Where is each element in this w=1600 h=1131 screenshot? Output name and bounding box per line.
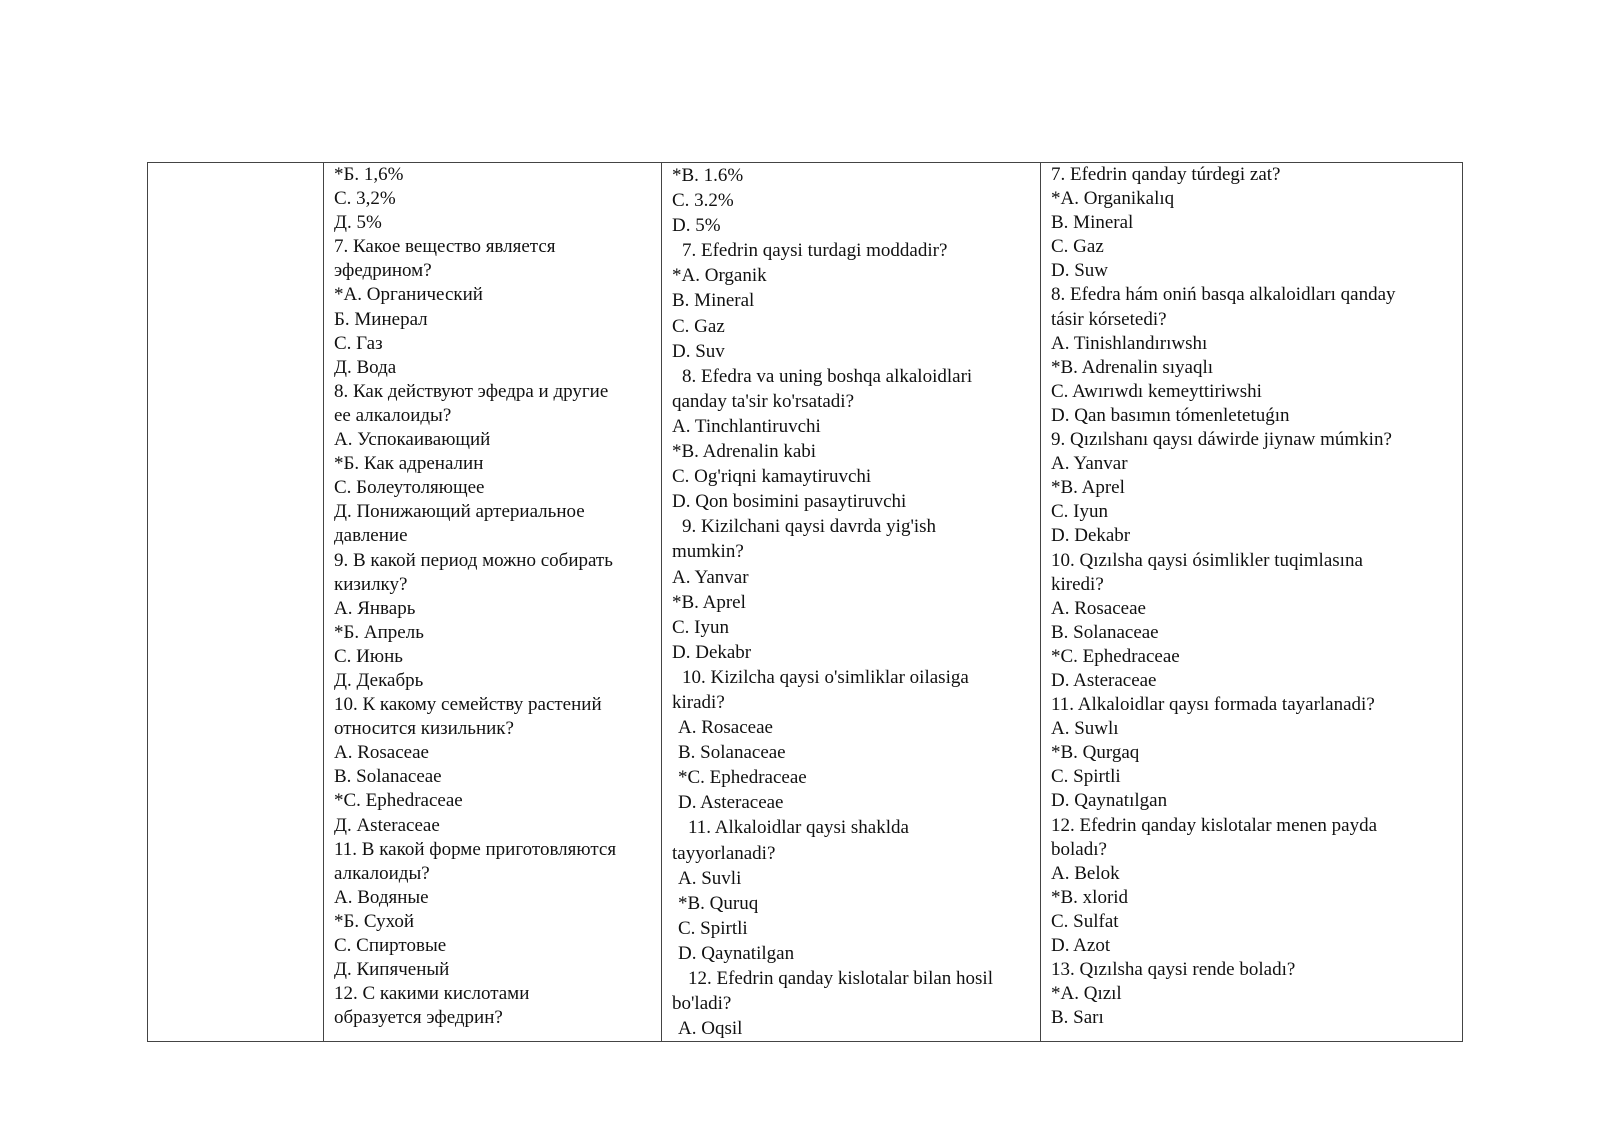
russian-text-line: *Б. Сухой xyxy=(334,910,415,932)
uzbek-text-line: D. Suv xyxy=(672,340,725,362)
karakalpak-text-line: D. Suw xyxy=(1051,260,1109,282)
russian-text-line: С. Газ xyxy=(334,332,383,354)
uzbek-text-line: 7. Efedrin qaysi turdagi moddadir? xyxy=(682,240,948,262)
russian-text-line: А. Rosaceae xyxy=(334,742,429,764)
uzbek-text-line: *B. Aprel xyxy=(672,591,746,613)
karakalpak-questions-cell xyxy=(1041,163,1463,1042)
uzbek-text-line: mumkin? xyxy=(672,541,744,563)
karakalpak-text-line: D. Dekabr xyxy=(1051,525,1131,547)
karakalpak-text-line: *B. xlorid xyxy=(1051,886,1129,908)
karakalpak-text-line: tásir kórsetedi? xyxy=(1051,308,1167,330)
karakalpak-text-line: B. Solanaceae xyxy=(1051,621,1159,643)
uzbek-text-line: D. 5% xyxy=(672,215,721,237)
russian-text-line: 11. В какой форме приготовляются xyxy=(334,838,617,860)
russian-text-line: Д. Декабрь xyxy=(334,669,424,691)
uzbek-text-line: *B. Quruq xyxy=(678,892,759,914)
karakalpak-text-line: A. Belok xyxy=(1051,862,1120,884)
russian-text-line: Д. Asteraceae xyxy=(334,814,440,836)
russian-text-line: А. Успокаивающий xyxy=(334,429,491,451)
uzbek-text-line: *C. Ephedraceae xyxy=(678,767,807,789)
uzbek-text-line: kiradi? xyxy=(672,691,725,713)
russian-text-line: С. 3,2% xyxy=(334,188,396,210)
russian-text-line: А. Водяные xyxy=(334,886,429,908)
uzbek-text-line: *B. Adrenalin kabi xyxy=(672,441,817,463)
uzbek-text-line: 12. Efedrin qanday kislotalar bilan hosil xyxy=(688,968,993,989)
karakalpak-text-line: 10. Qızılsha qaysi ósimlikler tuqimlasına xyxy=(1051,549,1363,571)
karakalpak-text-line: *B. Qurgaq xyxy=(1051,742,1140,764)
russian-text-line: 7. Какое вещество является xyxy=(334,236,556,258)
karakalpak-text-line: C. Sulfat xyxy=(1051,910,1119,932)
russian-text-line: *Б. Апрель xyxy=(334,621,424,643)
russian-text-line: С. Спиртовые xyxy=(334,935,447,956)
russian-text-line: 10. К какому семейству растений xyxy=(334,694,602,716)
uzbek-text-line: 8. Efedra va uning boshqa alkaloidlari xyxy=(682,365,973,387)
karakalpak-text-line: *B. Aprel xyxy=(1051,477,1125,499)
uzbek-text-line: D. Dekabr xyxy=(672,641,752,663)
russian-text-line: ее алкалоиды? xyxy=(334,404,452,426)
uzbek-text-line: qanday ta'sir ko'rsatadi? xyxy=(672,390,855,412)
empty-number-cell xyxy=(148,163,324,1042)
karakalpak-text-line: D. Qaynatılgan xyxy=(1051,790,1168,812)
karakalpak-text-line: A. Tinishlandırıwshı xyxy=(1051,332,1208,354)
uzbek-text-line: C. Og'riqni kamaytiruvchi xyxy=(672,466,872,488)
karakalpak-text-line: B. Sarı xyxy=(1051,1007,1104,1029)
russian-text-line: *А. Органический xyxy=(334,284,483,306)
uzbek-text-line: C. Iyun xyxy=(672,616,729,638)
karakalpak-text-line: 8. Efedra hám oniń basqa alkaloidları qanday xyxy=(1051,284,1396,306)
uzbek-text-line: bo'ladi? xyxy=(672,993,732,1015)
karakalpak-text-line: *B. Adrenalin sıyaqlı xyxy=(1051,356,1214,378)
russian-text-line: Б. Минерал xyxy=(334,308,428,330)
russian-text-line: А. Январь xyxy=(334,597,416,619)
uzbek-text-line: tayyorlanadi? xyxy=(672,842,776,864)
russian-text-line: Д. Кипяченый xyxy=(334,959,450,981)
russian-text-line: *C. Ephedraceae xyxy=(334,790,463,812)
karakalpak-text-line: C. Iyun xyxy=(1051,501,1108,523)
russian-text-line: Д. 5% xyxy=(334,212,382,234)
russian-text-line: эфедрином? xyxy=(334,260,432,282)
karakalpak-text-line: D. Asteraceae xyxy=(1051,669,1157,691)
question-table xyxy=(147,162,1463,1042)
russian-text-line: алкалоиды? xyxy=(334,862,430,884)
karakalpak-text-line: C. Gaz xyxy=(1051,236,1104,258)
uzbek-text-line: D. Asteraceae xyxy=(678,792,784,814)
russian-text-line: *Б. 1,6% xyxy=(334,164,404,185)
russian-text-line: образуется эфедрин? xyxy=(334,1007,503,1029)
karakalpak-text-line: C. Spirtli xyxy=(1051,766,1121,788)
uzbek-text-line: D. Qaynatilgan xyxy=(678,942,795,964)
uzbek-text-line: *B. 1.6% xyxy=(672,165,744,186)
russian-text-line: Д. Понижающий артериальное xyxy=(334,501,585,523)
russian-text-line: С. Болеутоляющее xyxy=(334,477,485,499)
russian-questions-cell xyxy=(324,163,662,1042)
uzbek-text-line: A. Yanvar xyxy=(672,566,749,588)
russian-text-line: 12. С какими кислотами xyxy=(334,983,530,1005)
russian-text-line: кизилку? xyxy=(334,573,408,595)
russian-text-line: относится кизильник? xyxy=(334,718,514,740)
uzbek-text-line: 10. Kizilcha qaysi o'simliklar oilasiga xyxy=(682,666,969,688)
uzbek-text-line: C. Gaz xyxy=(672,315,725,337)
uzbek-text-line: B. Solanaceae xyxy=(678,742,786,764)
uzbek-text-line: 9. Kizilchani qaysi davrda yig'ish xyxy=(682,516,937,538)
karakalpak-text-line: D. Azot xyxy=(1051,935,1111,956)
karakalpak-text-line: *A. Qızıl xyxy=(1051,983,1122,1005)
karakalpak-text-line: D. Qan basımın tómenletetuǵın xyxy=(1051,404,1290,426)
russian-text-line: 8. Как действуют эфедра и другие xyxy=(334,380,609,402)
uzbek-text-line: A. Rosaceae xyxy=(678,717,773,739)
karakalpak-text-line: 9. Qızılshanı qaysı dáwirde jiynaw múmkin? xyxy=(1051,429,1392,451)
russian-text-line: Д. Вода xyxy=(334,356,397,378)
karakalpak-text-line: kiredi? xyxy=(1051,573,1104,595)
uzbek-text-line: 11. Alkaloidlar qaysi shaklda xyxy=(688,817,909,839)
karakalpak-text-line: A. Rosaceae xyxy=(1051,597,1146,619)
karakalpak-text-line: boladı? xyxy=(1051,838,1107,860)
russian-text-line: давление xyxy=(334,525,408,547)
uzbek-text-line: A. Tinchlantiruvchi xyxy=(672,415,821,437)
uzbek-text-line: *A. Organik xyxy=(672,265,767,287)
uzbek-text-line: A. Oqsil xyxy=(678,1018,743,1040)
karakalpak-lines xyxy=(1041,163,1462,1030)
karakalpak-text-line: 7. Efedrin qanday túrdegi zat? xyxy=(1051,164,1281,185)
russian-lines xyxy=(324,163,661,1030)
uzbek-text-line: A. Suvli xyxy=(678,867,742,889)
karakalpak-text-line: C. Awırıwdı kemeyttiriwshi xyxy=(1051,380,1262,402)
uzbek-lines xyxy=(662,163,1040,1041)
uzbek-questions-cell xyxy=(662,163,1041,1042)
russian-text-line: B. Solanaceae xyxy=(334,766,442,788)
uzbek-text-line: B. Mineral xyxy=(672,290,755,312)
russian-text-line: С. Июнь xyxy=(334,645,403,667)
karakalpak-text-line: 13. Qızılsha qaysi rende boladı? xyxy=(1051,959,1296,981)
uzbek-text-line: D. Qon bosimini pasaytiruvchi xyxy=(672,491,907,513)
karakalpak-text-line: *C. Ephedraceae xyxy=(1051,645,1180,667)
karakalpak-text-line: *A. Organikalıq xyxy=(1051,188,1175,210)
karakalpak-text-line: 12. Efedrin qanday kislotalar menen payda xyxy=(1051,814,1378,836)
russian-text-line: 9. В какой период можно собирать xyxy=(334,549,613,571)
uzbek-text-line: C. Spirtli xyxy=(678,917,748,939)
karakalpak-text-line: A. Yanvar xyxy=(1051,453,1128,475)
karakalpak-text-line: 11. Alkaloidlar qaysı formada tayarlanadi? xyxy=(1051,694,1375,716)
karakalpak-text-line: B. Mineral xyxy=(1051,212,1134,234)
karakalpak-text-line: A. Suwlı xyxy=(1051,718,1119,740)
russian-text-line: *Б. Как адреналин xyxy=(334,453,484,475)
uzbek-text-line: C. 3.2% xyxy=(672,190,734,212)
table-row xyxy=(148,163,1463,1042)
